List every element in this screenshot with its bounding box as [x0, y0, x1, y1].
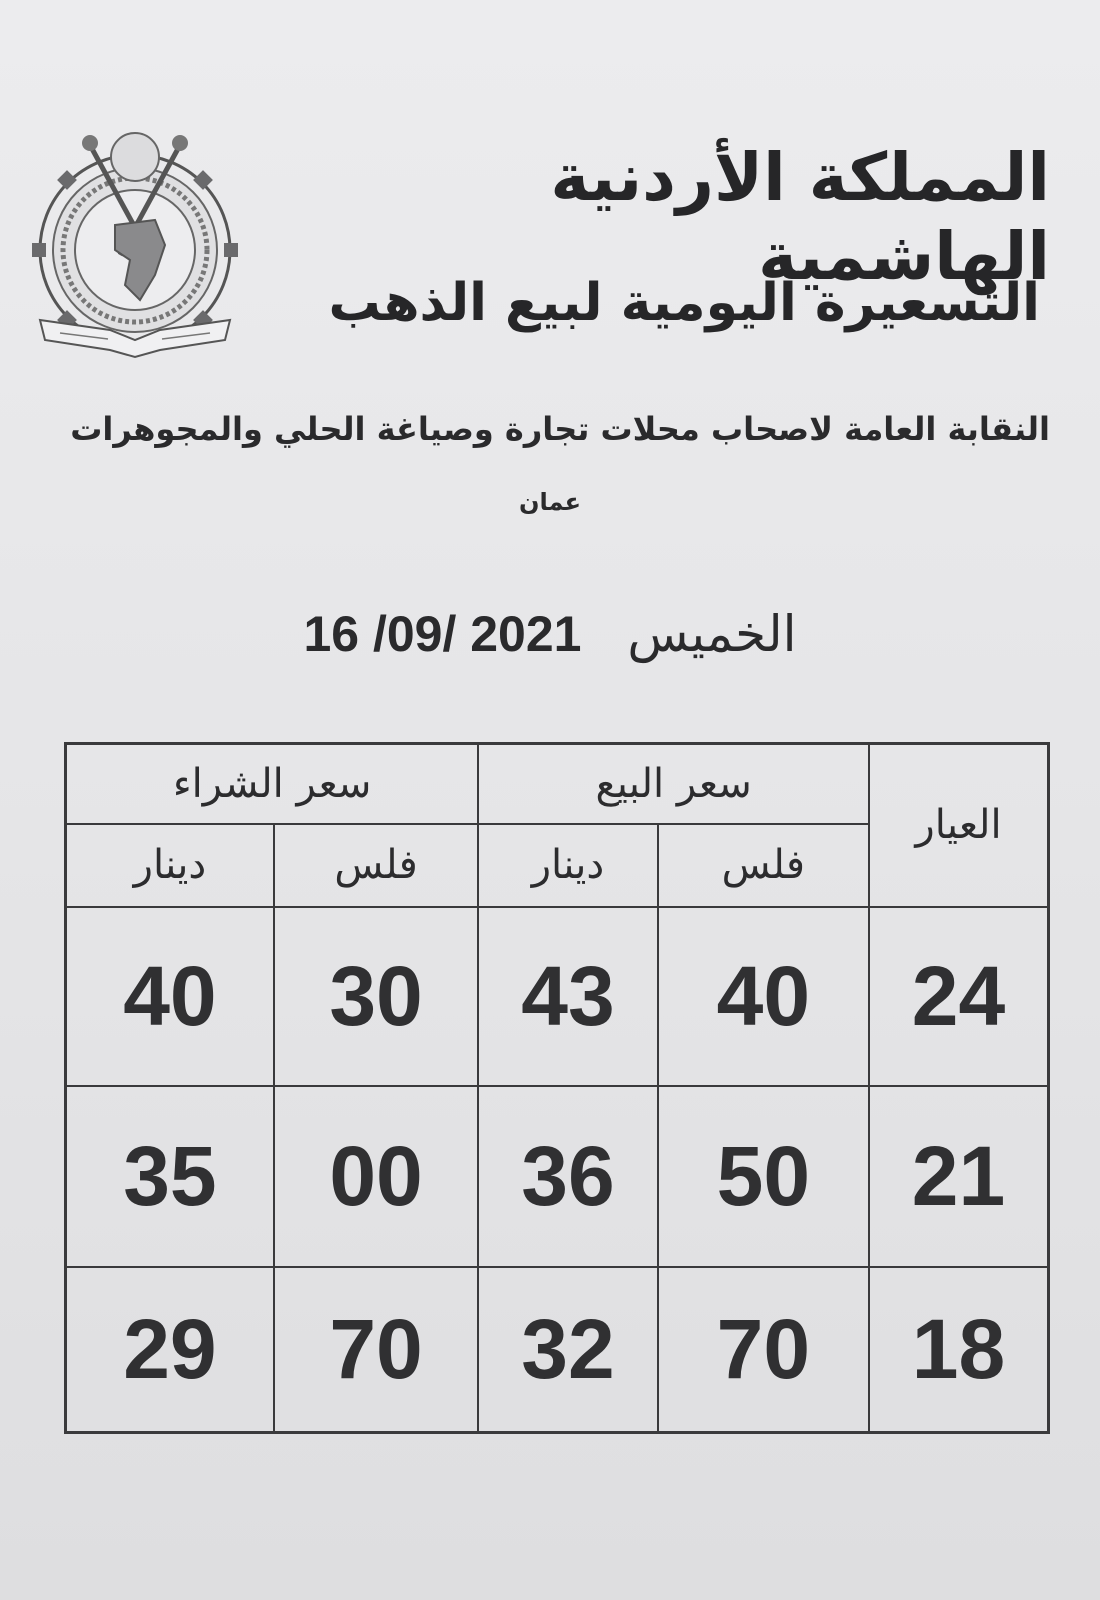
table-row: [66, 907, 1049, 1086]
city-name: عمان: [519, 488, 581, 516]
sell-fils-cell: 70: [658, 1267, 869, 1432]
sell-dinar-cell: 36: [478, 1086, 658, 1267]
table-row: [66, 1086, 1049, 1267]
page-title: المملكة الأردنية الهاشمية: [550, 139, 1050, 296]
sell-fils-cell: 50: [658, 1086, 869, 1267]
karat-cell: 21: [869, 1086, 1049, 1267]
date-text: 16 /09/ 2021: [303, 606, 582, 662]
sell-dinar-cell: 32: [478, 1267, 658, 1432]
buy-fils-cell: 00: [274, 1086, 478, 1267]
gold-price-table: [64, 742, 1050, 1434]
syndicate-emblem-icon: [30, 125, 240, 360]
sell-fils-cell: 40: [658, 907, 869, 1086]
buy-price-header: سعر الشراء: [66, 744, 479, 825]
sell-dinar-header: دينار: [478, 824, 658, 907]
page-subtitle: التسعيرة اليومية لبيع الذهب: [328, 273, 1040, 333]
buy-dinar-cell: 40: [66, 907, 274, 1086]
karat-cell: 18: [869, 1267, 1049, 1432]
buy-fils-cell: 30: [274, 907, 478, 1086]
sell-fils-header: فلس: [658, 824, 869, 907]
buy-fils-cell: 70: [274, 1267, 478, 1432]
syndicate-name: النقابة العامة لاصحاب محلات تجارة وصياغة الحلي والمجوهرات: [70, 410, 1050, 448]
karat-cell: 24: [869, 907, 1049, 1086]
date-line: [0, 605, 1100, 663]
buy-dinar-cell: 35: [66, 1086, 274, 1267]
buy-dinar-header: دينار: [66, 824, 274, 907]
day-name: الخميس: [627, 605, 797, 663]
sell-price-header: سعر البيع: [478, 744, 869, 825]
karat-header: العيار: [869, 744, 1049, 907]
buy-dinar-cell: 29: [66, 1267, 274, 1432]
table-row: [66, 1267, 1049, 1432]
buy-fils-header: فلس: [274, 824, 478, 907]
sell-dinar-cell: 43: [478, 907, 658, 1086]
